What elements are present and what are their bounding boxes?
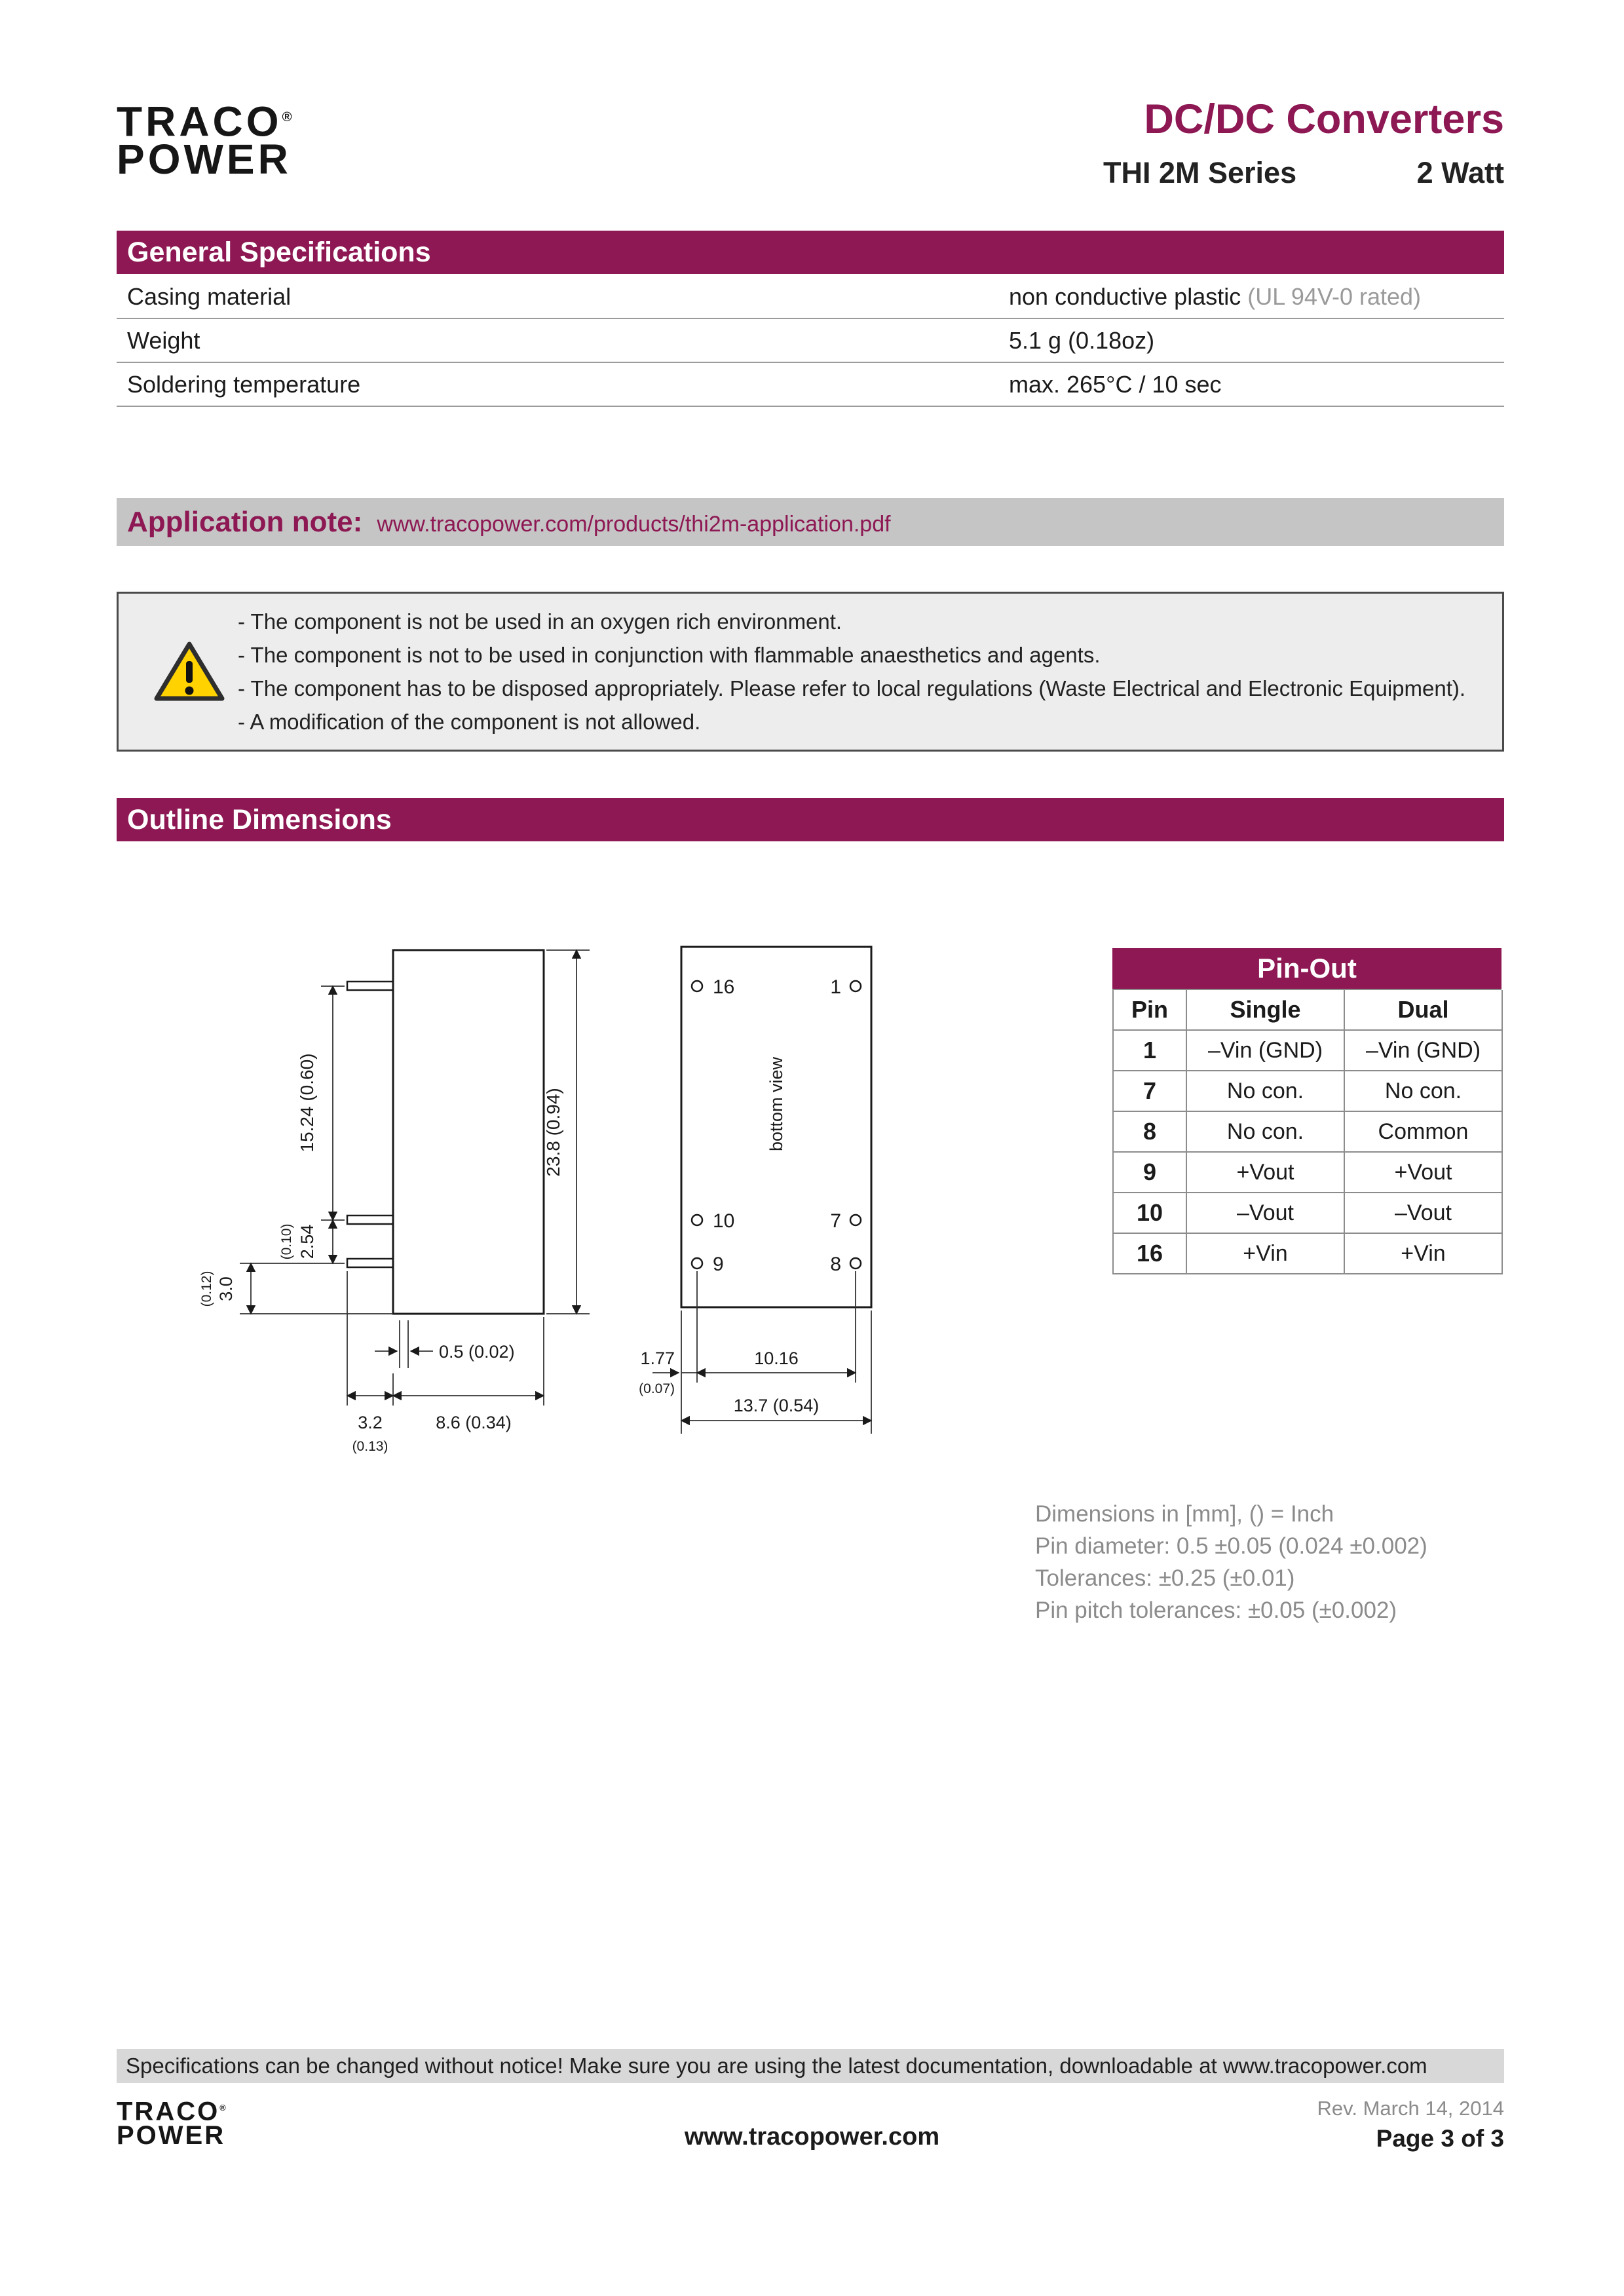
warning-box [117, 592, 1504, 752]
logo-line-1 [117, 98, 292, 145]
pinout-cell: +Vout [1187, 1153, 1345, 1193]
footer-notice-bar: Specifications can be changed without notice! Make sure you are using the latest documentation, downloadable at www.tracopower.com [117, 2049, 1504, 2083]
dim-pin-length-inch: (0.13) [352, 1439, 388, 1454]
dim-body-width: 13.7 (0.54) [733, 1396, 820, 1415]
spec-value: 5.1 g (0.18oz) [1009, 326, 1155, 354]
warning-line: - The component has to be disposed appropriately. Please refer to local regulations (Waste Electrical and Electronic Equipment). [238, 676, 1466, 700]
pin-label-8: 8 [830, 1253, 841, 1275]
application-note-link[interactable]: www.tracopower.com/products/thi2m-application.pdf [377, 512, 891, 537]
bottom-view-label: bottom view [766, 1056, 786, 1152]
outline-drawing [117, 878, 1034, 1540]
dim-pitch: 2.54 [297, 1224, 317, 1259]
pinout-cell: –Vout [1345, 1193, 1503, 1234]
outline-dimensions-header: Outline Dimensions [117, 798, 1504, 841]
footer-page-number: Page 3 of 3 [1376, 2125, 1504, 2152]
pinout-cell: +Vout [1345, 1153, 1503, 1193]
spec-label: Casing material [127, 282, 292, 310]
dimension-note-line: Tolerances: ±0.25 (±0.01) [1035, 1565, 1295, 1591]
pinout-table [1112, 948, 1501, 1274]
dim-edge-offset-inch: (0.07) [639, 1381, 675, 1396]
pin-hole-16 [692, 981, 702, 991]
pinout-cell: 8 [1114, 1112, 1187, 1153]
logo-text-power: POWER [117, 136, 292, 183]
pinout-cell: –Vin (GND) [1345, 1031, 1503, 1071]
dim-bottom-offset-inch: (0.12) [199, 1271, 214, 1307]
dimension-note-line: Dimensions in [mm], () = Inch [1035, 1501, 1334, 1527]
dim-depth: 8.6 (0.34) [436, 1413, 512, 1432]
side-view-body [393, 950, 544, 1314]
registered-mark-icon: ® [282, 109, 292, 124]
dim-pitch-inch: (0.10) [279, 1223, 294, 1260]
footer-website-link[interactable]: www.tracopower.com [684, 2123, 940, 2151]
warning-triangle-icon [153, 640, 226, 704]
pin-label-9: 9 [713, 1253, 724, 1275]
general-specifications-header: General Specifications [117, 231, 1504, 274]
power-rating: 2 Watt [1416, 156, 1504, 189]
pinout-cell: –Vout [1187, 1193, 1345, 1234]
pinout-cell: 1 [1114, 1031, 1187, 1071]
pinout-col-header-single: Single [1187, 990, 1345, 1031]
pin-hole-1 [850, 981, 861, 991]
spec-label: Soldering temperature [127, 370, 361, 398]
pinout-cell: No con. [1187, 1071, 1345, 1112]
pin-label-7: 7 [830, 1210, 841, 1232]
application-note-bar [117, 498, 1504, 546]
dim-pin-diameter: 0.5 (0.02) [439, 1342, 515, 1362]
spec-row-soldering [117, 363, 1504, 407]
pinout-cell: No con. [1187, 1112, 1345, 1153]
warning-line: - A modification of the component is not allowed. [238, 710, 701, 734]
warning-line: - The component is not be used in an oxygen rich environment. [238, 609, 842, 634]
dimension-notes [1035, 1498, 1427, 1626]
logo-text-traco: TRACO [117, 98, 282, 145]
dim-total-height: 23.8 (0.94) [543, 1088, 563, 1177]
pinout-cell: Common [1345, 1112, 1503, 1153]
pin-hole-10 [692, 1215, 702, 1225]
side-view-pin-mid [347, 1215, 393, 1224]
spec-value: max. 265°C / 10 sec [1009, 370, 1222, 398]
warning-line: - The component is not to be used in conjunction with flammable anaesthetics and agents. [238, 643, 1101, 667]
footer-logo-line-1 [117, 2095, 226, 2124]
side-view-pin-bottom [347, 1259, 393, 1267]
pin-label-1: 1 [830, 976, 841, 998]
dimension-note-line: Pin pitch tolerances: ±0.05 (±0.002) [1035, 1598, 1397, 1623]
spec-label: Weight [127, 326, 200, 354]
pin-label-10: 10 [713, 1210, 735, 1232]
pinout-cell: 7 [1114, 1071, 1187, 1112]
pinout-cell: 9 [1114, 1153, 1187, 1193]
pinout-grid [1112, 989, 1501, 1274]
page-title: DC/DC Converters [1144, 96, 1504, 142]
dimension-note-line: Pin diameter: 0.5 ±0.05 (0.024 ±0.002) [1035, 1533, 1427, 1559]
dim-edge-offset: 1.77 [640, 1349, 675, 1368]
pinout-col-header-dual: Dual [1345, 990, 1503, 1031]
spec-value: non conductive plastic [1009, 282, 1241, 310]
dim-bottom-offset: 3.0 [216, 1276, 236, 1301]
application-note-label: Application note: [127, 506, 363, 538]
traco-power-logo [117, 98, 292, 183]
pinout-cell: No con. [1345, 1071, 1503, 1112]
series-name: THI 2M Series [1103, 156, 1297, 189]
pinout-table-header: Pin-Out [1112, 948, 1501, 989]
pin-hole-9 [692, 1258, 702, 1269]
pin-label-16: 16 [713, 976, 735, 998]
side-view [347, 950, 544, 1314]
series-row [1103, 156, 1504, 190]
pinout-cell: +Vin [1345, 1234, 1503, 1274]
footer-logo-text-power: POWER [117, 2121, 226, 2151]
spec-value-note: (UL 94V-0 rated) [1247, 282, 1422, 310]
dim-pin-length: 3.2 [358, 1413, 383, 1432]
side-view-pin-top [347, 982, 393, 990]
pin-hole-7 [850, 1215, 861, 1225]
pinout-cell: +Vin [1187, 1234, 1345, 1274]
pinout-cell: 10 [1114, 1193, 1187, 1234]
footer-logo-text-traco: TRACO [117, 2097, 220, 2126]
spec-row-weight [117, 319, 1504, 363]
warning-text [238, 605, 1465, 738]
pinout-cell: –Vin (GND) [1187, 1031, 1345, 1071]
pinout-col-header-pin: Pin [1114, 990, 1187, 1031]
pinout-cell: 16 [1114, 1234, 1187, 1274]
side-view-dimension-lines [240, 950, 590, 1406]
footer-registered-mark-icon: ® [219, 2103, 226, 2113]
spec-row-casing [117, 275, 1504, 319]
footer-revision: Rev. March 14, 2014 [1317, 2097, 1504, 2120]
dim-pin-span: 10.16 [754, 1349, 799, 1368]
dim-height-pins: 15.24 (0.60) [297, 1053, 317, 1153]
pin-hole-8 [850, 1258, 861, 1269]
